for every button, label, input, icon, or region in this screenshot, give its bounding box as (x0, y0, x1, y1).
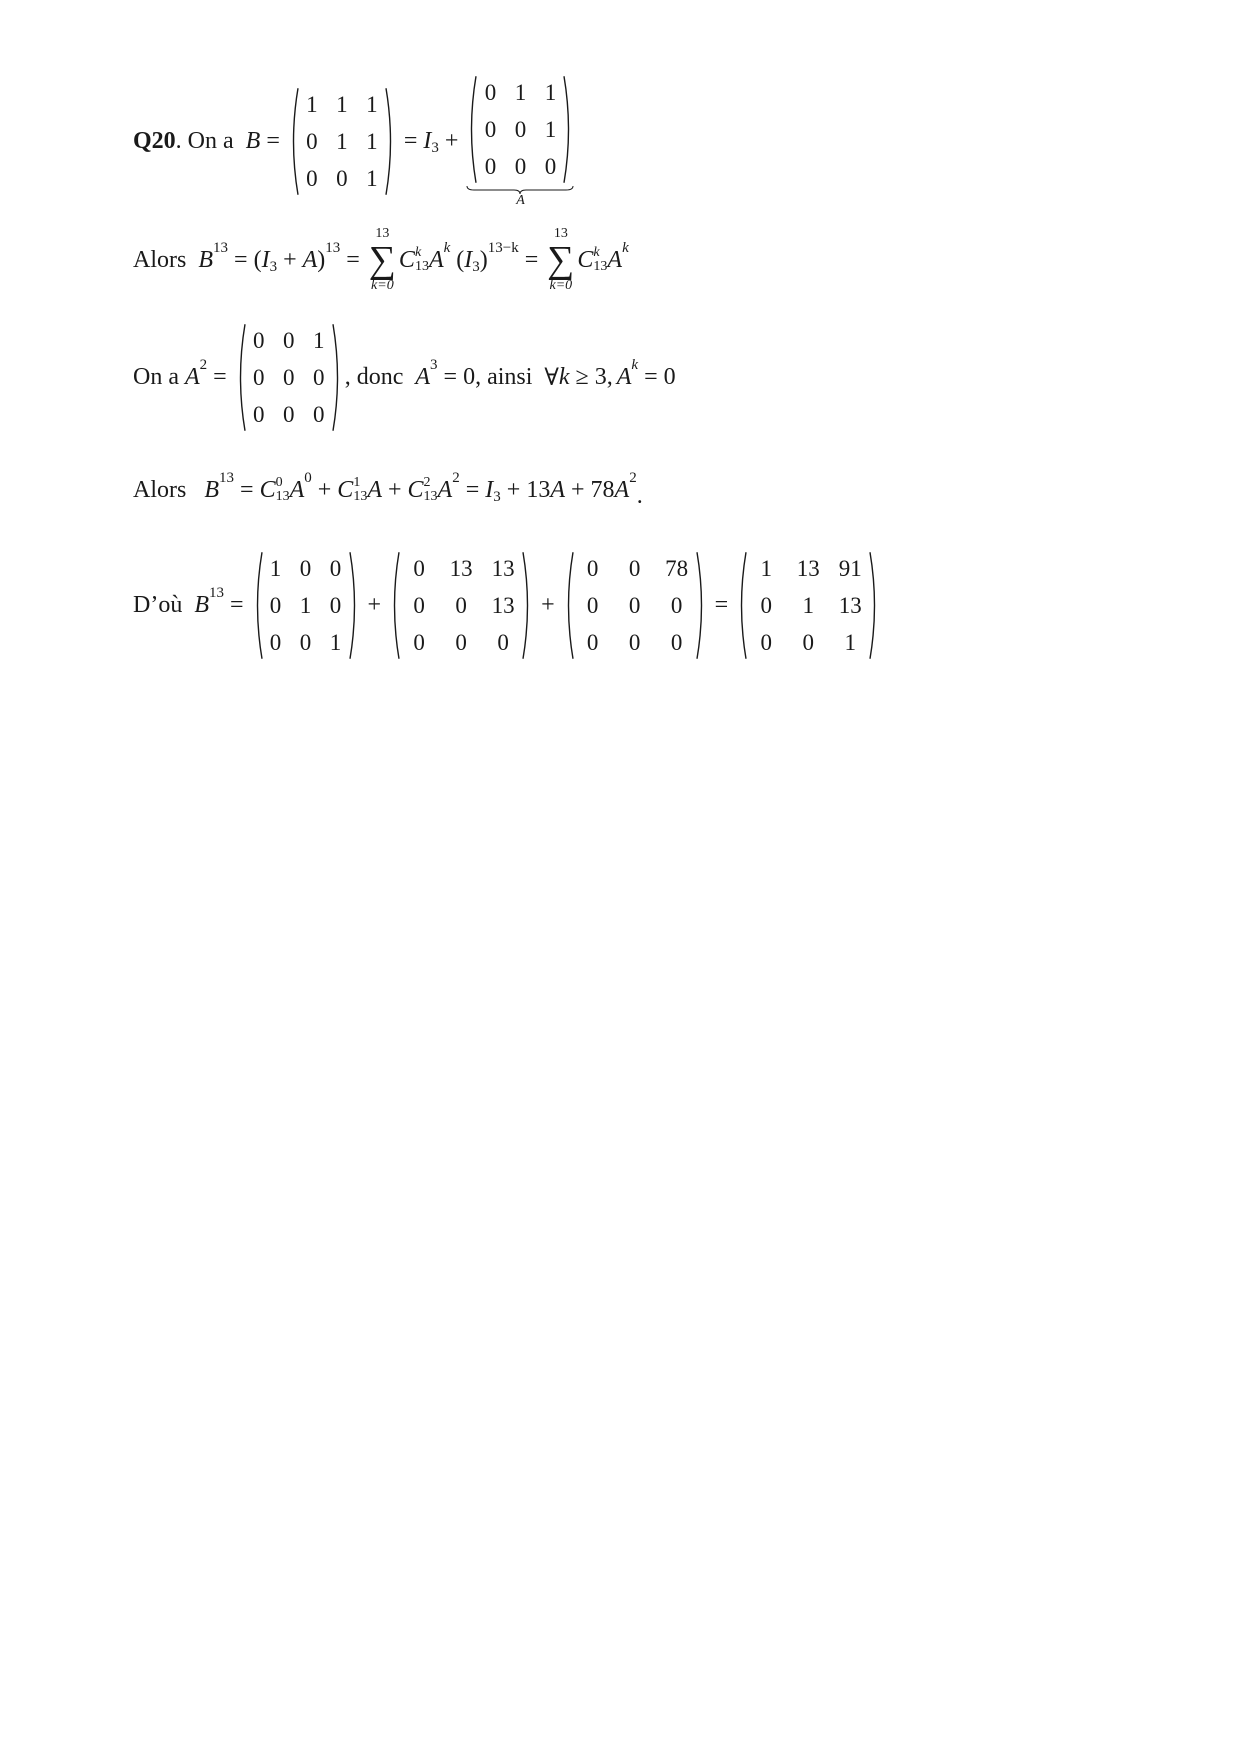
b13-expansion-line: Alors B 13 = C 0 13 A 0 + C 1 13 A + C 2 13 A 2 = I 3 + 13 A + 78 A 2 . (133, 469, 643, 509)
matrix-B-grid: 1 1 1 0 1 1 0 0 1 (306, 92, 378, 191)
matrix-result: 1 13 91 0 1 13 0 0 1 (736, 550, 880, 661)
intro-text: . On a (175, 128, 234, 154)
sum-symbol: 13 ∑ k=0 (368, 226, 396, 293)
matrix-A2-grid: 0 0 1 0 0 0 0 0 0 (252, 328, 325, 427)
matrix-A-with-brace (464, 74, 576, 209)
matrix-13A: 0 13 13 0 0 13 0 0 0 (389, 550, 533, 661)
q20-line: Q20 . On a B = 1 1 1 0 1 1 0 0 1 = I 3 + 0 1 1 0 0 1 0 0 0 A (133, 74, 576, 209)
alors-word: Alors (133, 246, 187, 273)
matrix-78A2: 0 0 78 0 0 0 0 0 0 (563, 550, 707, 661)
sum-symbol-2: 13 ∑ k=0 (547, 226, 575, 293)
binomial-line: Alors B 13 = ( I 3 + A ) 13 = 13 ∑ k=0 C k 13 A k ( I 3 ) 13−k = 13 ∑ k=0 C k 13 A k (133, 226, 629, 293)
matrix-A-grid: 0 1 1 0 0 1 0 0 0 (484, 80, 557, 179)
matrix-A2 (235, 322, 343, 433)
a-squared-line: On a A 2 = 0 0 1 0 0 0 0 0 0 , donc A 3 = 0 , ainsi ∀ k ≥ 3, A k = 0 (133, 322, 676, 433)
matrix-identity: 1 0 0 0 1 0 0 0 1 (252, 550, 360, 661)
brace-label: A (516, 193, 525, 208)
final-result-line: D’où B 13 = 1 0 0 0 1 0 0 0 1 + 0 13 13 0 0 13 0 0 0 + 0 0 78 0 0 0 0 0 0 = 1 13 91 0 1 13 0 0 1 (133, 550, 882, 661)
var-B: B (245, 128, 261, 154)
matrix-B (288, 86, 396, 197)
matrix-A (466, 74, 574, 185)
question-label: Q20 (133, 128, 176, 154)
